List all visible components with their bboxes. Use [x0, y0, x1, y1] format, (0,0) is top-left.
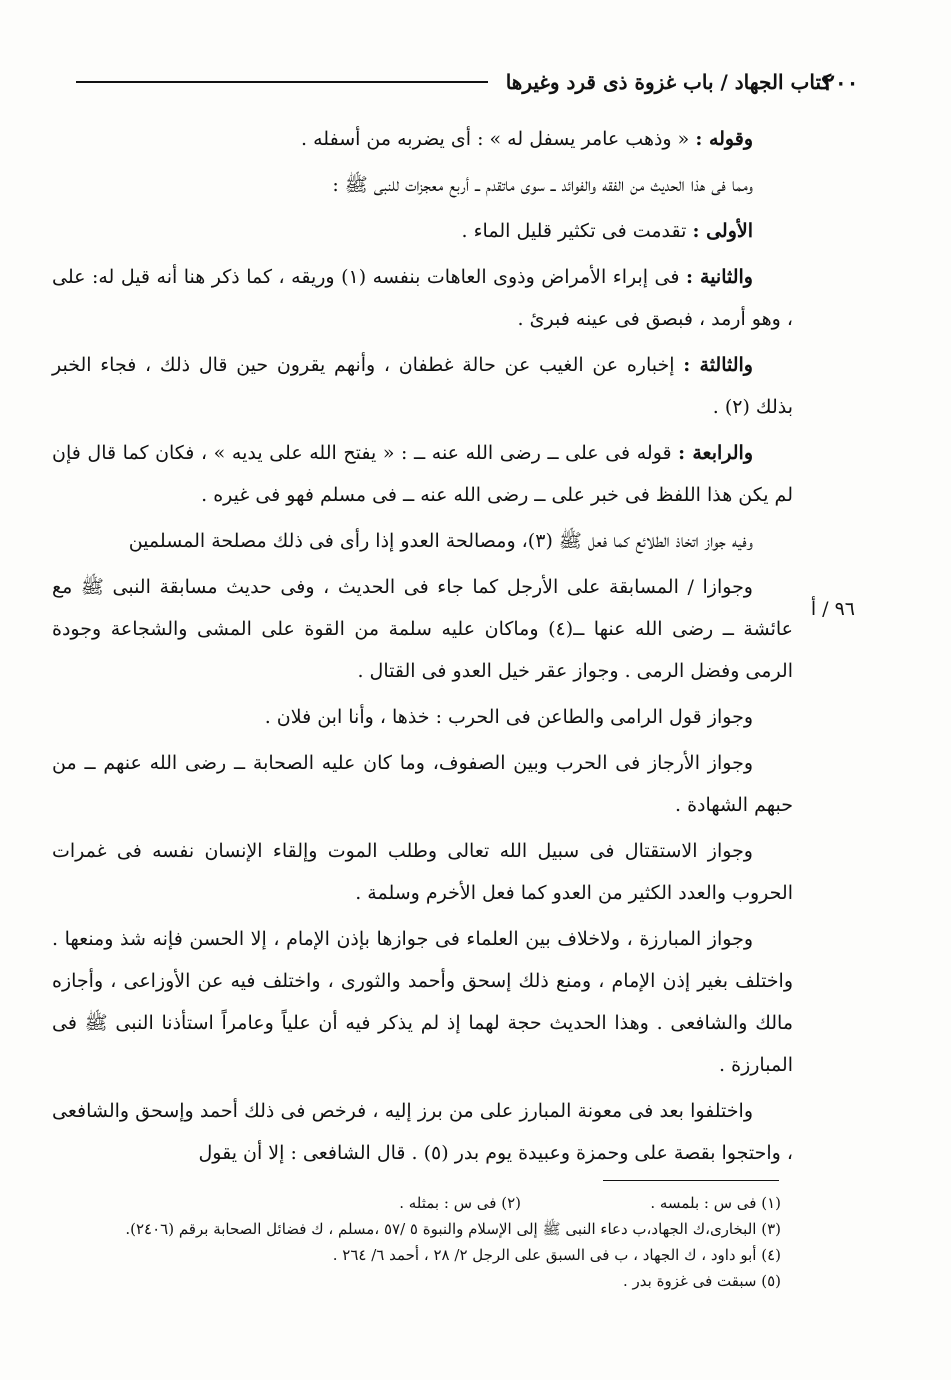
footnote-row [52, 1190, 781, 1216]
margin-manuscript-ref: ٩٦ / أ [810, 598, 855, 620]
paragraph-text: واختلفوا بعد فى معونة المبارز على من برز إليه ، فرخص فى ذلك أحمد وإسحق والشافعى ، واحتجوا بقصة على وحمزة وعبيدة يوم بدر (٥) . قال الشافعى : إلا أن يقول [52, 1100, 793, 1164]
paragraph [52, 520, 793, 562]
paragraph [52, 164, 793, 206]
paragraph [52, 830, 793, 914]
paragraph-lead: والرابعة : [678, 442, 753, 464]
footnote-1: (١) فى س : بلمسه . [650, 1194, 781, 1212]
footnotes [52, 1190, 781, 1294]
footnote-separator [603, 1180, 779, 1181]
paragraph-text: إخباره عن الغيب عن حالة غطفان ، وأنهم يقرون حين قال ذلك ، فجاء الخبر بذلك (٢) . [52, 354, 793, 418]
paragraph-text: وجواز قول الرامى والطاعن فى الحرب : خذها ، وأنا ابن فلان . [264, 706, 753, 728]
running-header [58, 62, 831, 102]
paragraph [52, 432, 793, 516]
paragraph [52, 696, 793, 738]
paragraph-text: وجواز المبارزة ، ولاخلاف بين العلماء فى جوازها بإذن الإمام ، إلا الحسن فإنه شذ ومنعها . واختلف بغير إذن الإمام ، ومنع ذلك إسحق وأحمد والثورى ، واختلف فيه عن الأوزاعى ، وأجازه مالك والشافعى . وهذا الحديث حجة لهما إذ لم يذكر فيه أن علياً وعامراً استأذنا النبى ﷺ فى المبارزة . [52, 928, 793, 1076]
paragraph-text: « وذهب عامر يسفل له » : أى يضربه من أسفله . [301, 128, 696, 150]
paragraph [52, 118, 793, 160]
paragraph [52, 566, 793, 692]
paragraph-lead: وقوله : [695, 128, 753, 150]
body-text [52, 118, 793, 1178]
paragraph [52, 256, 793, 340]
paragraph [52, 742, 793, 826]
paragraph-text: قوله فى على ــ رضى الله عنه ــ : « يفتح الله على يديه » ، فكان كما قال فإن لم يكن هذا اللفظ فى خبر على ــ رضى الله عنه ــ فى مسلم فهو فى غيره . [52, 442, 793, 506]
footnote-2: (٢) فى س : بمثله . [399, 1194, 521, 1212]
paragraph-lead: والثالثة : [683, 354, 753, 376]
paragraph-text: وجواز الاستقتال فى سبيل الله تعالى وطلب الموت وإلقاء الإنسان نفسه فى غمرات الحروب والعدد الكثير من العدو كما فعل الأخرم وسلمة . [52, 840, 793, 904]
paragraph-lead: والثانية : [685, 266, 753, 288]
paragraph-text: تقدمت فى تكثير قليل الماء . [461, 220, 693, 242]
paragraph-lead: الأولى : [692, 220, 753, 242]
paragraph [52, 210, 793, 252]
paragraph-text: ومما فى هذا الحديث من الفقه والفوائد ــ سوى ماتقدم ــ أربع معجزات للنبى ﷺ : [332, 174, 753, 196]
paragraph-text: وجوازا / المسابقة على الأرجل كما جاء فى الحديث ، وفى حديث مسابقة النبى ﷺ مع عائشة ــ رضى الله عنها ــ(٤) وماكان عليه سلمة من القوة على المشى والشجاعة وجودة الرمى وفضل الرمى . وجواز عقر خيل العدو فى القتال . [52, 576, 793, 682]
paragraph-text: وفيه جواز اتخاذ الطلائع كما فعل ﷺ (٣)، ومصالحة العدو إذا رأى فى ذلك مصلحة المسلمين [128, 530, 753, 552]
paragraph [52, 344, 793, 428]
page-number: ٢٠٠ [823, 70, 859, 96]
paragraph-text: وجواز الأرجاز فى الحرب وبين الصفوف، وما كان عليه الصحابة ــ رضى الله عنهم ــ من حبهم الشهادة . [52, 752, 793, 816]
paragraph [52, 918, 793, 1086]
header-title: كتاب الجهاد / باب غزوة ذى قرد وغيرها [505, 70, 831, 94]
header-rule [76, 81, 488, 83]
footnote-4: (٤) أبو داود ، ك الجهاد ، ب فى السبق على الرجل ٢/ ٢٨ ، أحمد ٦/ ٢٦٤ . [332, 1246, 781, 1264]
paragraph [52, 1090, 793, 1174]
footnote-3: (٣) البخارى،ك الجهاد،ب دعاء النبى ﷺ إلى الإسلام والنبوة ٥ /٥٧ ،مسلم ، ك فضائل الصحابة برقم (٢٤٠٦). [125, 1220, 781, 1238]
footnote-5: (٥) سبقت فى غزوة بدر . [623, 1272, 781, 1290]
paragraph-text: فى إبراء الأمراض وذوى العاهات بنفسه (١) وريقه ، كما ذكر هنا أنه قيل له: على ، وهو أرمد ، فبصق فى عينه فبرئ . [52, 266, 793, 330]
